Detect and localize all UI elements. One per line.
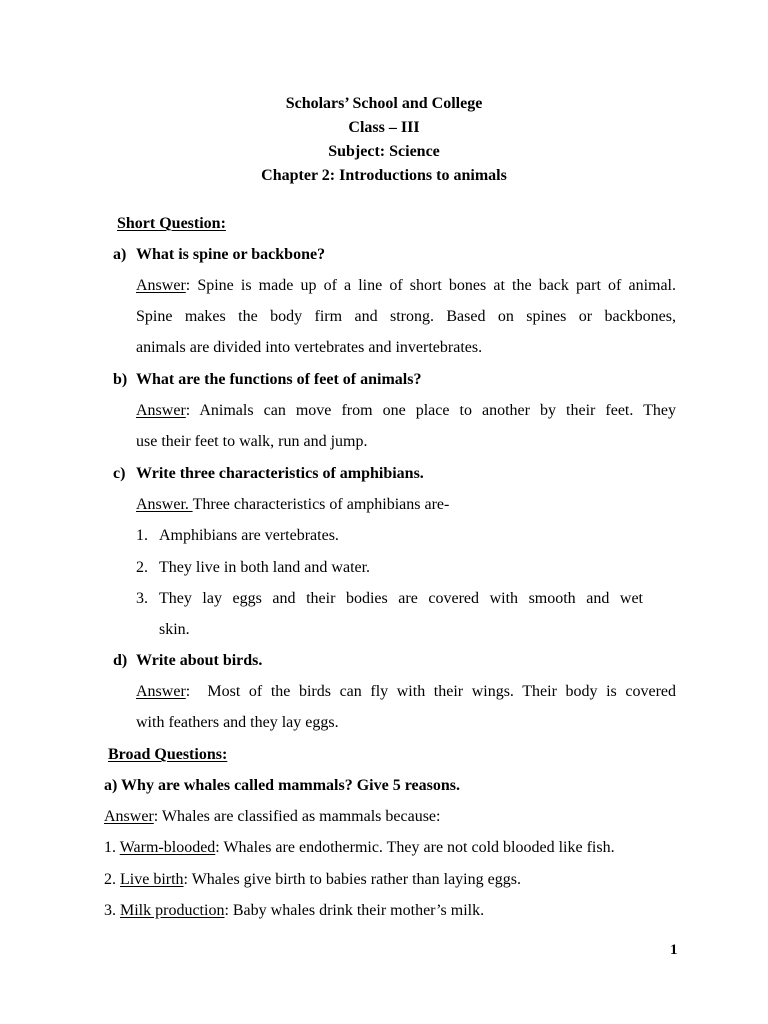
reason-term: Milk production bbox=[120, 902, 225, 919]
answer-label: Answer bbox=[136, 277, 186, 294]
question-b-text: What are the functions of feet of animals? bbox=[136, 371, 422, 388]
list-item-number: 2. bbox=[136, 559, 148, 576]
reason-item: 3. Milk production: Baby whales drink their mother’s milk. bbox=[104, 902, 485, 919]
answer-label: Answer. bbox=[136, 496, 193, 513]
question-a-text: What is spine or backbone? bbox=[136, 246, 326, 263]
answer-a-line-1: Answer: Spine is made up of a line of short bones at the back part of animal. bbox=[136, 277, 676, 294]
class-label: Class – III bbox=[348, 119, 420, 136]
broad-question-a: a) Why are whales called mammals? Give 5 reasons. bbox=[104, 777, 460, 794]
answer-label: Answer bbox=[104, 808, 154, 825]
broad-questions-heading: Broad Questions: bbox=[108, 746, 228, 763]
answer-d-line-2: with feathers and they lay eggs. bbox=[136, 714, 339, 731]
document-header bbox=[0, 92, 768, 188]
reason-term: Warm-blooded bbox=[119, 839, 216, 856]
question-b-marker: b) bbox=[113, 371, 128, 388]
answer-d-line-1: Answer: Most of the birds can fly with their wings. Their body is covered bbox=[136, 683, 676, 700]
short-question-heading: Short Question: bbox=[117, 215, 226, 232]
broad-answer-intro: Answer: Whales are classified as mammals because: bbox=[104, 808, 441, 825]
list-item: They live in both land and water. bbox=[159, 559, 371, 576]
reason-item: 1. Warm-blooded: Whales are endothermic. They are not cold blooded like fish. bbox=[104, 839, 615, 856]
page-number: 1 bbox=[670, 942, 678, 958]
question-c-marker: c) bbox=[113, 465, 126, 482]
question-c-text: Write three characteristics of amphibians. bbox=[136, 465, 424, 482]
chapter-title: Chapter 2: Introductions to animals bbox=[261, 167, 507, 184]
answer-c-intro: Answer. Three characteristics of amphibians are- bbox=[136, 496, 450, 513]
list-item-number: 1. bbox=[136, 527, 148, 544]
answer-a-line-2: Spine makes the body firm and strong. Based on spines or backbones, bbox=[136, 308, 676, 325]
question-d-text: Write about birds. bbox=[136, 652, 263, 669]
answer-b-line-2: use their feet to walk, run and jump. bbox=[136, 433, 368, 450]
list-item: They lay eggs and their bodies are covered with smooth and wet bbox=[159, 590, 643, 607]
answer-label: Answer bbox=[136, 683, 186, 700]
answer-label: Answer bbox=[136, 402, 186, 419]
answer-b-line-1: Answer: Animals can move from one place to another by their feet. They bbox=[136, 402, 676, 419]
answer-a-line-3: animals are divided into vertebrates and invertebrates. bbox=[136, 339, 483, 356]
subject-label: Subject: Science bbox=[328, 143, 440, 160]
list-item-number: 3. bbox=[136, 590, 148, 607]
school-name: Scholars’ School and College bbox=[285, 95, 483, 112]
list-item: Amphibians are vertebrates. bbox=[159, 527, 339, 544]
question-d-marker: d) bbox=[113, 652, 128, 669]
reason-term: Live birth bbox=[120, 871, 184, 888]
question-a-marker: a) bbox=[113, 246, 127, 263]
reason-item: 2. Live birth: Whales give birth to babies rather than laying eggs. bbox=[104, 871, 521, 888]
list-item-continuation: skin. bbox=[159, 621, 190, 638]
